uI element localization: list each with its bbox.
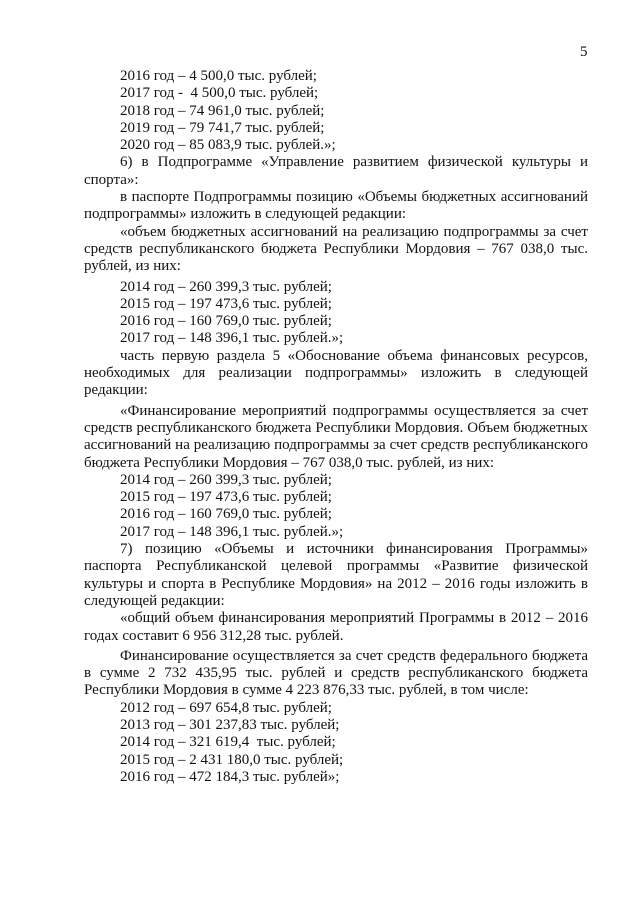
- list-item: 2017 год – 148 396,1 тыс. рублей.»;: [120, 523, 344, 540]
- list-item: 2014 год – 260 399,3 тыс. рублей;: [120, 471, 332, 488]
- funding-list-section-5: [84, 472, 588, 541]
- list-item: 2019 год – 79 741,7 тыс. рублей;: [120, 119, 325, 136]
- funding-list-subprogram: [84, 279, 588, 348]
- list-item: 2014 год – 321 619,4 тыс. рублей;: [120, 734, 336, 751]
- paragraph-section-5: часть первую раздела 5 «Обоснование объема финансовых ресурсов, необходимых для реализации подпрограммы» изложить в следующей редакции:: [84, 347, 588, 399]
- paragraph-total-volume: «общий объем финансирования мероприятий Программы в 2012 – 2016 годах составит 6 956 312,28 тыс. рублей.: [84, 610, 588, 644]
- list-item: 2016 год – 160 769,0 тыс. рублей;: [120, 506, 332, 523]
- list-item: 2015 год – 197 473,6 тыс. рублей;: [120, 489, 332, 506]
- list-item: 2015 год – 197 473,6 тыс. рублей;: [120, 295, 332, 312]
- funding-list-2016-2020: [84, 68, 588, 154]
- paragraph-passport-position: в паспорте Подпрограммы позицию «Объемы бюджетных ассигнований подпрограммы» изложить в следующей редакции:: [84, 189, 588, 223]
- list-item: 2016 год – 472 184,3 тыс. рублей»;: [120, 768, 340, 785]
- list-item: 2018 год – 74 961,0 тыс. рублей;: [120, 102, 325, 119]
- list-item: 2020 год – 85 083,9 тыс. рублей.»;: [120, 137, 336, 154]
- document-body: [84, 68, 588, 786]
- list-item: 2013 год – 301 237,83 тыс. рублей;: [120, 716, 340, 733]
- paragraph-item-6: 6) в Подпрограмме «Управление развитием физической культуры и спорта»:: [84, 154, 588, 188]
- list-item: 2016 год – 4 500,0 тыс. рублей;: [120, 68, 317, 84]
- funding-list-2012-2016: [84, 700, 588, 786]
- paragraph-item-7: 7) позицию «Объемы и источники финансирования Программы» паспорта Республиканской целевой программы «Развитие физической культуры и спорта в Республике Мордовия» на 2012 – 2016 годы изложить в следующей редакции:: [84, 541, 588, 609]
- list-item: 2014 год – 260 399,3 тыс. рублей;: [120, 278, 332, 295]
- list-item: 2012 год – 697 654,8 тыс. рублей;: [120, 699, 332, 716]
- list-item: 2017 год - 4 500,0 тыс. рублей;: [120, 85, 319, 102]
- list-item: 2016 год – 160 769,0 тыс. рублей;: [120, 313, 332, 330]
- paragraph-budget-volume: «объем бюджетных ассигнований на реализацию подпрограммы за счет средств республиканского бюджета Республики Мордовия – 767 038,0 тыс. рублей, из них:: [84, 223, 588, 275]
- list-item: 2017 год – 148 396,1 тыс. рублей.»;: [120, 330, 344, 347]
- paragraph-financing: «Финансирование мероприятий подпрограммы осуществляется за счет средств республиканского бюджета Республики Мордовия. Объем бюджетных ассигнований на реализацию подпрограммы за счет средств республиканского бюджета Республики Мордовия – 767 038,0 тыс. рублей, из них:: [84, 402, 588, 471]
- paragraph-federal-republican: Финансирование осуществляется за счет средств федерального бюджета в сумме 2 732 435,95 тыс. рублей и средств республиканского бюджета Республики Мордовия в сумме 4 223 876,33 тыс. рублей, в том числе:: [84, 647, 588, 699]
- list-item: 2015 год – 2 431 180,0 тыс. рублей;: [120, 751, 344, 768]
- page-number: 5: [580, 44, 588, 60]
